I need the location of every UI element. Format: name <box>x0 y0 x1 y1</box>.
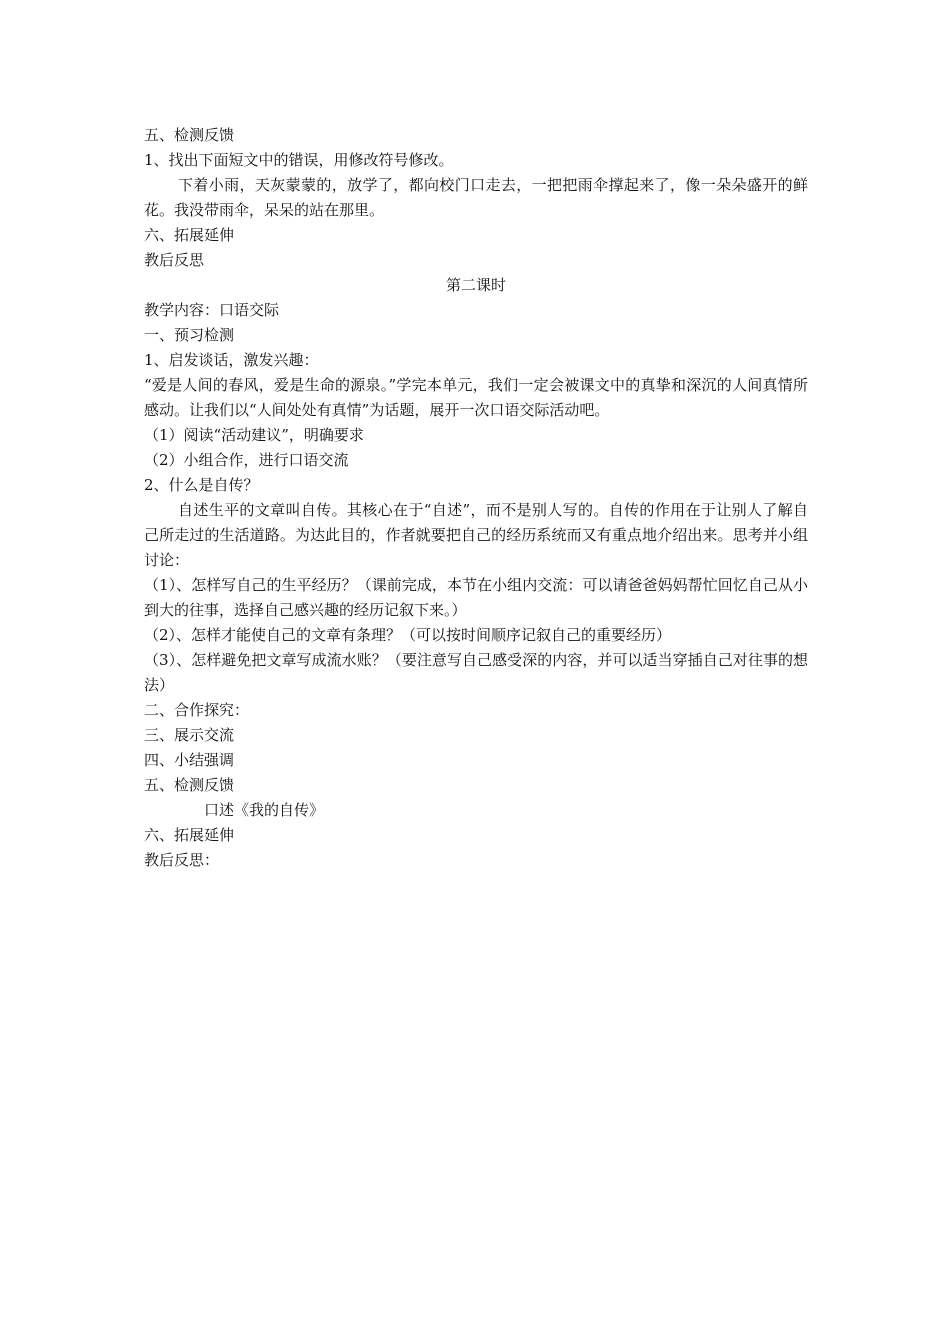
item-text-autobiography: 自述生平的文章叫自传。其核心在于“自述”，而不是别人写的。自传的作用在于让别人了解自己所走过的生活道路。为达此目的，作者就要把自己的经历系统而又有重点地介绍出来。思考并小组讨论： <box>144 501 808 569</box>
item-heading-autobiography: 2、什么是自传？ <box>144 476 259 494</box>
question-1: （1）、怎样写自己的生平经历？（课前完成，本节在小组内交流：可以请爸爸妈妈帮忙回忆自己从小到大的往事，选择自己感兴趣的经历记叙下来。） <box>144 576 808 619</box>
item-text-inspire: “爱是人间的春风，爱是生命的源泉。”学完本单元，我们一定会被课文中的真挚和深沉的人间真情所感动。让我们以“人间处处有真情”为话题，展开一次口语交际活动吧。 <box>144 376 808 419</box>
reflection-label: 教后反思 <box>144 251 205 269</box>
step-read-suggestions: （1）阅读“活动建议”，明确要求 <box>144 426 364 444</box>
check-task: 口述《我的自传》 <box>204 801 325 819</box>
question-2: （2）、怎样才能使自己的文章有条理？（可以按时间顺序记叙自己的重要经历） <box>144 626 672 644</box>
exercise-instruction: 1、找出下面短文中的错误，用修改符号修改。 <box>144 151 454 169</box>
section-heading-cooperate: 二、合作探究： <box>144 701 250 719</box>
item-heading-inspire: 1、启发谈话，激发兴趣： <box>144 351 319 369</box>
question-3: （3）、怎样避免把文章写成流水账？（要注意写自己感受深的内容，并可以适当穿插自己对往事的想法） <box>144 651 808 694</box>
lesson-title: 第二课时 <box>445 276 506 294</box>
section-heading-check-2: 五、检测反馈 <box>144 776 235 794</box>
section-heading-extend-2: 六、拓展延伸 <box>144 826 235 844</box>
section-heading-extend: 六、拓展延伸 <box>144 226 235 244</box>
step-group-communication: （2）小组合作，进行口语交流 <box>144 451 349 469</box>
section-heading-check: 五、检测反馈 <box>144 126 235 144</box>
exercise-passage: 下着小雨，天灰蒙蒙的，放学了，都向校门口走去，一把把雨伞撑起来了，像一朵朵盛开的鲜花。我没带雨伞，呆呆的站在那里。 <box>144 176 808 219</box>
reflection-label-2: 教后反思： <box>144 851 220 869</box>
section-heading-preview: 一、预习检测 <box>144 326 235 344</box>
document-body <box>144 123 808 873</box>
teaching-content: 教学内容：口语交际 <box>144 301 280 319</box>
section-heading-summary: 四、小结强调 <box>144 751 235 769</box>
section-heading-show: 三、展示交流 <box>144 726 235 744</box>
